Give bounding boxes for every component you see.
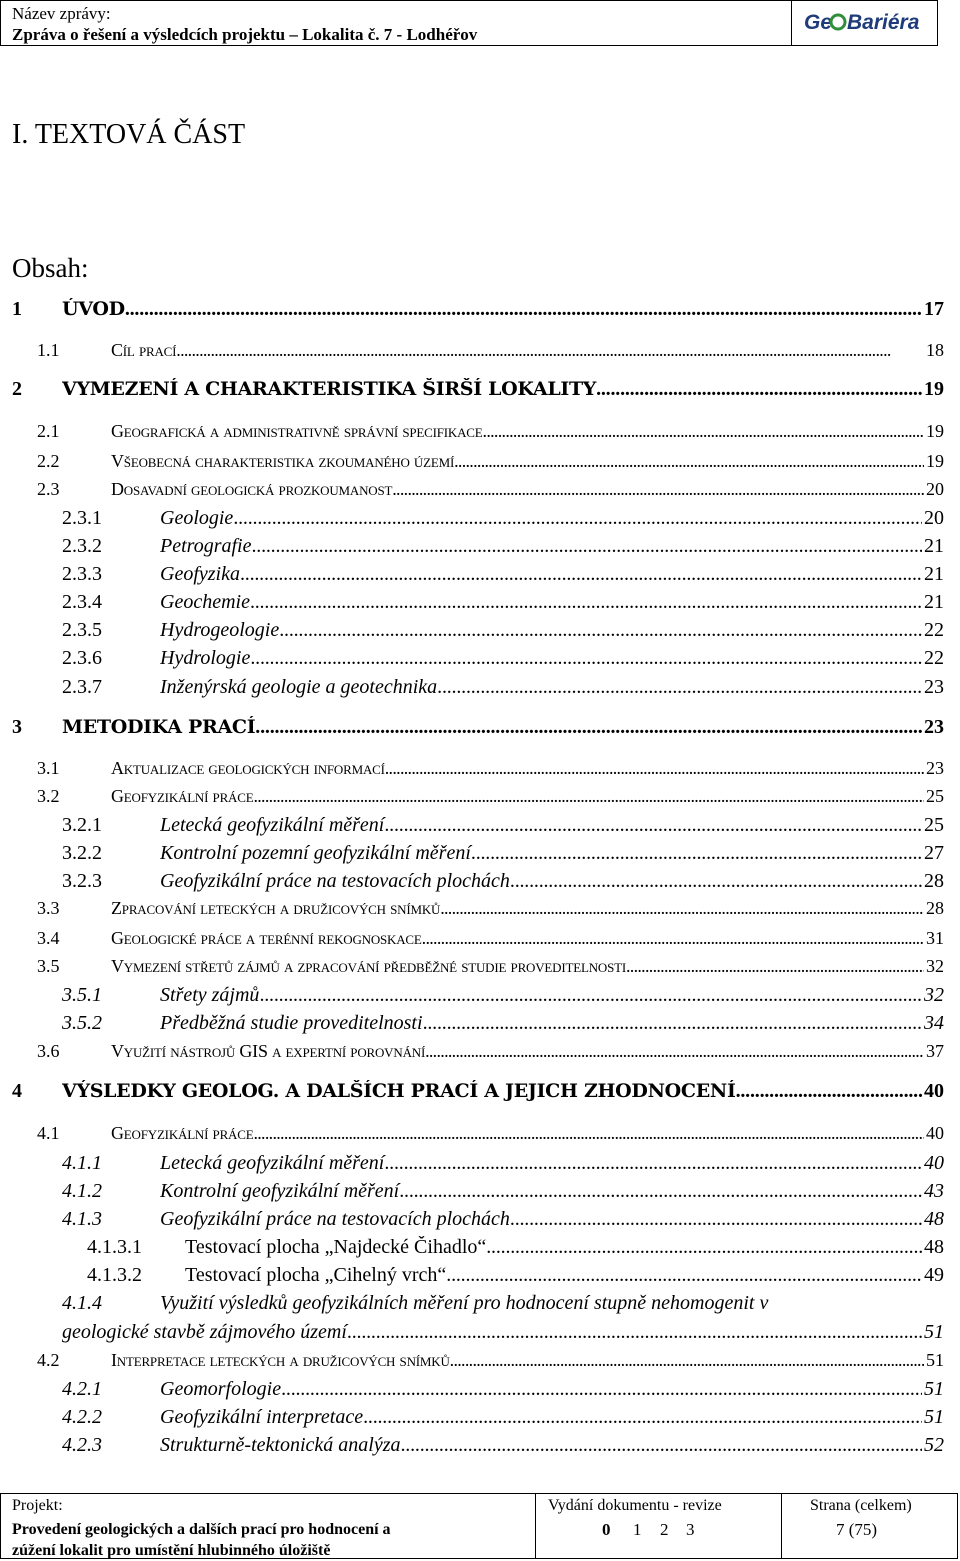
toc-entry-number: 2.3.6 [62, 647, 102, 669]
toc-dot-leader [347, 1321, 922, 1344]
toc-entry-title: Kontrolní geofyzikální měření [160, 1180, 400, 1202]
toc-entry-title: Geofyzikální práce na testovacích plochách [160, 870, 510, 892]
toc-entry-page: 19 [924, 378, 944, 400]
toc-entry[interactable] [0, 758, 960, 786]
toc-entry-page: 32 [924, 984, 944, 1006]
toc-entry[interactable] [0, 1012, 960, 1040]
toc-entry-title: METODIKA PRACÍ [62, 716, 256, 738]
toc-dot-leader [385, 758, 924, 779]
toc-entry-number: 4.2 [37, 1350, 60, 1370]
toc-entry-page: 20 [924, 507, 944, 529]
toc-dot-leader [384, 1152, 922, 1175]
toc-entry-number: 4.2.2 [62, 1406, 102, 1428]
toc-entry-title: Hydrologie [160, 647, 251, 669]
toc-entry-title: VYMEZENÍ A CHARAKTERISTIKA ŠIRŠÍ LOKALITY [62, 378, 597, 400]
toc-entry-title-line-2: geologické stavbě zájmového území [62, 1321, 347, 1343]
toc-dot-leader [250, 647, 922, 670]
toc-entry-page: 49 [924, 1264, 944, 1286]
toc-entry-number: 2.3 [37, 479, 60, 499]
page-number: 7 (75) [836, 1520, 878, 1539]
toc-entry[interactable] [0, 928, 960, 956]
toc-entry[interactable] [0, 421, 960, 449]
toc-entry-title: Testovací plocha „Najdecké Čihadlo“ [185, 1236, 487, 1258]
revision-1: 1 [633, 1520, 642, 1539]
toc-entry-page: 19 [926, 451, 944, 471]
toc-entry-title: Kontrolní pozemní geofyzikální měření [160, 842, 471, 864]
svg-text:Ge: Ge [804, 11, 833, 34]
toc-entry-title: Geofyzikální práce [111, 786, 254, 806]
toc-entry-number: 2.3.3 [62, 563, 102, 585]
toc-entry-number: 2 [12, 378, 22, 400]
toc-entry-number: 4 [12, 1080, 22, 1102]
toc-entry-number: 3.4 [37, 928, 60, 948]
toc-entry[interactable] [0, 1264, 960, 1292]
toc-entry-page: 23 [924, 716, 944, 738]
revision-2: 2 [660, 1520, 669, 1539]
toc-entry-number: 2.3.4 [62, 591, 102, 613]
toc-dot-leader [596, 378, 922, 401]
toc-entry-title: Geofyzikální práce [111, 1123, 254, 1143]
toc-entry-page: 27 [924, 842, 944, 864]
toc-entry-title: Letecká geofyzikální měření [160, 814, 385, 836]
report-name-label: Název zprávy: [12, 4, 111, 23]
toc-entry-page: 17 [924, 298, 944, 320]
toc-entry-number: 2.3.5 [62, 619, 102, 641]
toc-dot-leader [440, 898, 924, 919]
toc-dot-leader [399, 1180, 922, 1203]
toc-entry-number: 3.2.1 [62, 814, 102, 836]
toc-dot-leader [363, 1406, 922, 1429]
toc-entry-page: 48 [924, 1236, 944, 1258]
toc-entry-title: Aktualizace geologických informací [111, 758, 385, 778]
toc-entry-number: 2.3.1 [62, 507, 102, 529]
toc-entry[interactable] [0, 842, 960, 870]
toc-entry-page: 25 [924, 814, 944, 836]
toc-entry-page: 23 [926, 758, 944, 778]
toc-dot-leader [392, 479, 924, 500]
toc-entry-title: Zpracování leteckých a družicových snímků [111, 898, 441, 918]
toc-dot-leader [471, 842, 922, 865]
toc-dot-leader [425, 1041, 924, 1062]
toc-entry-page: 51 [924, 1378, 944, 1400]
section-title: I. TEXTOVÁ ČÁST [12, 119, 246, 150]
toc-entry-page: 21 [924, 563, 944, 585]
toc-entry[interactable] [0, 786, 960, 814]
toc-entry-page: 21 [924, 591, 944, 613]
toc-entry-page: 21 [924, 535, 944, 557]
toc-entry-number: 4.2.1 [62, 1378, 102, 1400]
toc-entry[interactable] [0, 507, 960, 535]
document-footer [0, 1493, 958, 1559]
logo-graphic [804, 5, 930, 39]
toc-entry-page: 19 [926, 421, 944, 441]
toc-entry-number: 3.1 [37, 758, 60, 778]
toc-entry-number: 3.2 [37, 786, 60, 806]
toc-dot-leader [253, 1123, 924, 1144]
toc-entry-title: VÝSLEDKY GEOLOG. A DALŠÍCH PRACÍ A JEJICH ZHODNOCENÍ [62, 1080, 736, 1102]
toc-entry-number: 1.1 [37, 340, 60, 360]
toc-entry-number: 2.3.2 [62, 535, 102, 557]
toc-entry-title: Využití nástrojů GIS a expertní porovnání [111, 1041, 426, 1061]
toc-entry-title: Inženýrská geologie a geotechnika [160, 676, 438, 698]
toc-entry[interactable] [0, 298, 960, 326]
toc-entry[interactable] [0, 1152, 960, 1180]
footer-revision-cell [536, 1494, 782, 1558]
toc-entry[interactable] [0, 1208, 960, 1236]
toc-dot-leader [486, 1236, 922, 1259]
toc-entry-title: Všeobecná charakteristika zkoumaného území [111, 451, 455, 471]
toc-dot-leader [437, 676, 922, 699]
toc-entry-page: 40 [924, 1152, 944, 1174]
toc-dot-leader [240, 563, 922, 586]
document-header [0, 0, 938, 46]
toc-entry-title: Vymezení střetů zájmů a zpracování předběžné studie proveditelnosti [111, 956, 626, 976]
toc-entry-page: 40 [924, 1080, 944, 1102]
toc-entry-page: 18 [926, 340, 944, 360]
toc-entry[interactable] [0, 340, 960, 368]
toc-dot-leader [626, 956, 924, 977]
toc-entry-page: 22 [924, 619, 944, 641]
toc-entry-title: Geomorfologie [160, 1378, 282, 1400]
toc-entry-number: 3.2.2 [62, 842, 102, 864]
toc-entry-number: 4.1.4 [62, 1292, 102, 1314]
toc-entry-page: 32 [926, 956, 944, 976]
toc-entry[interactable] [0, 1123, 960, 1151]
toc-entry-page: 37 [926, 1041, 944, 1061]
report-title: Zpráva o řešení a výsledcích projektu – Lokalita č. 7 - Lodhéřov [12, 25, 478, 44]
toc-dot-leader [251, 535, 922, 558]
toc-entry-number: 1 [12, 298, 22, 320]
toc-entry[interactable] [0, 1434, 960, 1462]
toc-dot-leader [450, 1350, 924, 1371]
toc-entry-title: Testovací plocha „Cihelný vrch“ [185, 1264, 447, 1286]
toc-entry-page: 52 [924, 1434, 944, 1456]
toc-entry-title: Střety zájmů [160, 984, 260, 1006]
toc-dot-leader [510, 1208, 922, 1231]
toc-entry-page: 40 [926, 1123, 944, 1143]
toc-entry-page: 48 [924, 1208, 944, 1230]
geobariera-logo [791, 1, 939, 45]
toc-entry[interactable] [0, 870, 960, 898]
toc-dot-leader [176, 340, 924, 361]
toc-dot-leader [233, 507, 922, 530]
footer-project-cell [1, 1494, 536, 1558]
toc-entry-number: 2.3.7 [62, 676, 102, 698]
toc-entry[interactable] [0, 956, 960, 984]
toc-entry[interactable] [0, 563, 960, 591]
toc-entry[interactable] [0, 1350, 960, 1378]
toc-dot-leader [253, 786, 924, 807]
toc-entry-title: Geofyzika [160, 563, 240, 585]
toc-entry-page: 23 [924, 676, 944, 698]
toc-entry-title: ÚVOD [62, 298, 125, 320]
toc-dot-leader [384, 814, 922, 837]
project-label: Projekt: [12, 1497, 63, 1514]
toc-entry-title: Hydrogeologie [160, 619, 280, 641]
revision-3: 3 [686, 1520, 695, 1539]
toc-entry-number: 4.1.1 [62, 1152, 102, 1174]
toc-entry-page: 28 [926, 898, 944, 918]
toc-entry-page: 51 [924, 1406, 944, 1428]
toc-entry-title: Geofyzikální interpretace [160, 1406, 364, 1428]
toc-entry-title: Geochemie [160, 591, 250, 613]
toc-entry-number: 3.5.2 [62, 1012, 102, 1034]
toc-dot-leader [510, 870, 922, 893]
toc-dot-leader [483, 421, 924, 442]
toc-entry-number: 2.2 [37, 451, 60, 471]
toc-entry-title: Geologie [160, 507, 234, 529]
toc-entry-title: Letecká geofyzikální měření [160, 1152, 385, 1174]
toc-dot-leader [423, 1012, 922, 1035]
toc-entry[interactable] [0, 898, 960, 926]
toc-entry-number: 3.3 [37, 898, 60, 918]
toc-entry-page: 20 [926, 479, 944, 499]
toc-entry[interactable] [0, 535, 960, 563]
toc-entry-title-line-1: Využití výsledků geofyzikálních měření pro hodnocení stupně nehomogenit v [160, 1292, 769, 1314]
toc-entry-title: Geografická a administrativně správní specifikace [111, 421, 483, 441]
toc-entry-title: Geofyzikální práce na testovacích plochách [160, 1208, 510, 1230]
toc-entry-page: 51 [924, 1321, 944, 1343]
revision-0: 0 [602, 1520, 611, 1539]
toc-dot-leader [736, 1080, 922, 1103]
toc-entry[interactable] [0, 378, 960, 406]
toc-entry-number: 3.5.1 [62, 984, 102, 1006]
toc-entry-number: 4.1.3 [62, 1208, 102, 1230]
toc-entry-title: Předběžná studie proveditelnosti [160, 1012, 423, 1034]
toc-entry[interactable] [0, 1292, 960, 1350]
toc-entry-number: 3 [12, 716, 22, 738]
toc-entry[interactable] [0, 647, 960, 675]
toc-entry[interactable] [0, 479, 960, 507]
toc-dot-leader [454, 451, 924, 472]
project-name [12, 1519, 391, 1561]
toc-entry[interactable] [0, 1378, 960, 1406]
toc-dot-leader [125, 298, 922, 321]
toc-entry[interactable] [0, 451, 960, 479]
toc-dot-leader [279, 619, 922, 642]
contents-title: Obsah: [12, 253, 89, 283]
toc-entry-page: 34 [924, 1012, 944, 1034]
toc-dot-leader [250, 591, 922, 614]
toc-entry-title: Dosavadní geologická prozkoumanost [111, 479, 393, 499]
toc-entry-title: Interpretace leteckých a družicových snímků [111, 1350, 450, 1370]
toc-entry-number: 3.5 [37, 956, 60, 976]
toc-entry-title: Petrografie [160, 535, 252, 557]
toc-entry[interactable] [0, 1080, 960, 1108]
toc-entry[interactable] [0, 591, 960, 619]
toc-entry-page: 31 [926, 928, 944, 948]
footer-page-cell [782, 1494, 957, 1558]
toc-entry-number: 4.1.2 [62, 1180, 102, 1202]
svg-text:Bariéra: Bariéra [847, 11, 920, 34]
toc-dot-leader [281, 1378, 922, 1401]
toc-dot-leader [422, 928, 924, 949]
toc-dot-leader [255, 716, 922, 739]
toc-entry-number: 4.1 [37, 1123, 60, 1143]
toc-entry-number: 4.1.3.2 [87, 1264, 142, 1286]
page-label: Strana (celkem) [810, 1497, 912, 1514]
toc-entry-page: 51 [926, 1350, 944, 1370]
toc-entry-number: 4.1.3.1 [87, 1236, 142, 1258]
toc-entry[interactable] [0, 716, 960, 744]
toc-entry[interactable] [0, 1180, 960, 1208]
toc-entry-number: 3.2.3 [62, 870, 102, 892]
toc-entry-number: 2.1 [37, 421, 60, 441]
toc-entry-number: 3.6 [37, 1041, 60, 1061]
toc-entry[interactable] [0, 814, 960, 842]
toc-entry-page: 22 [924, 647, 944, 669]
project-name-line-1: Provedení geologických a dalších prací pro hodnocení a [12, 1521, 391, 1538]
toc-entry-page: 28 [924, 870, 944, 892]
toc-entry[interactable] [0, 619, 960, 647]
toc-entry[interactable] [0, 1041, 960, 1069]
toc-dot-leader [446, 1264, 922, 1287]
toc-entry-page: 43 [924, 1180, 944, 1202]
toc-entry-page: 25 [926, 786, 944, 806]
toc-dot-leader [401, 1434, 923, 1457]
toc-entry-title: Strukturně-tektonická analýza [160, 1434, 401, 1456]
toc-entry[interactable] [0, 676, 960, 704]
toc-entry[interactable] [0, 1236, 960, 1264]
toc-entry-title: Cíl prací [111, 340, 177, 360]
toc-entry-title: Geologické práce a terénní rekognoskace [111, 928, 422, 948]
toc-entry[interactable] [0, 1406, 960, 1434]
toc-entry-number: 4.2.3 [62, 1434, 102, 1456]
revision-label: Vydání dokumentu - revize [548, 1497, 722, 1514]
toc-entry[interactable] [0, 984, 960, 1012]
toc-dot-leader [259, 984, 922, 1007]
project-name-line-2: zúžení lokalit pro umístění hlubinného úložiště [12, 1542, 331, 1559]
